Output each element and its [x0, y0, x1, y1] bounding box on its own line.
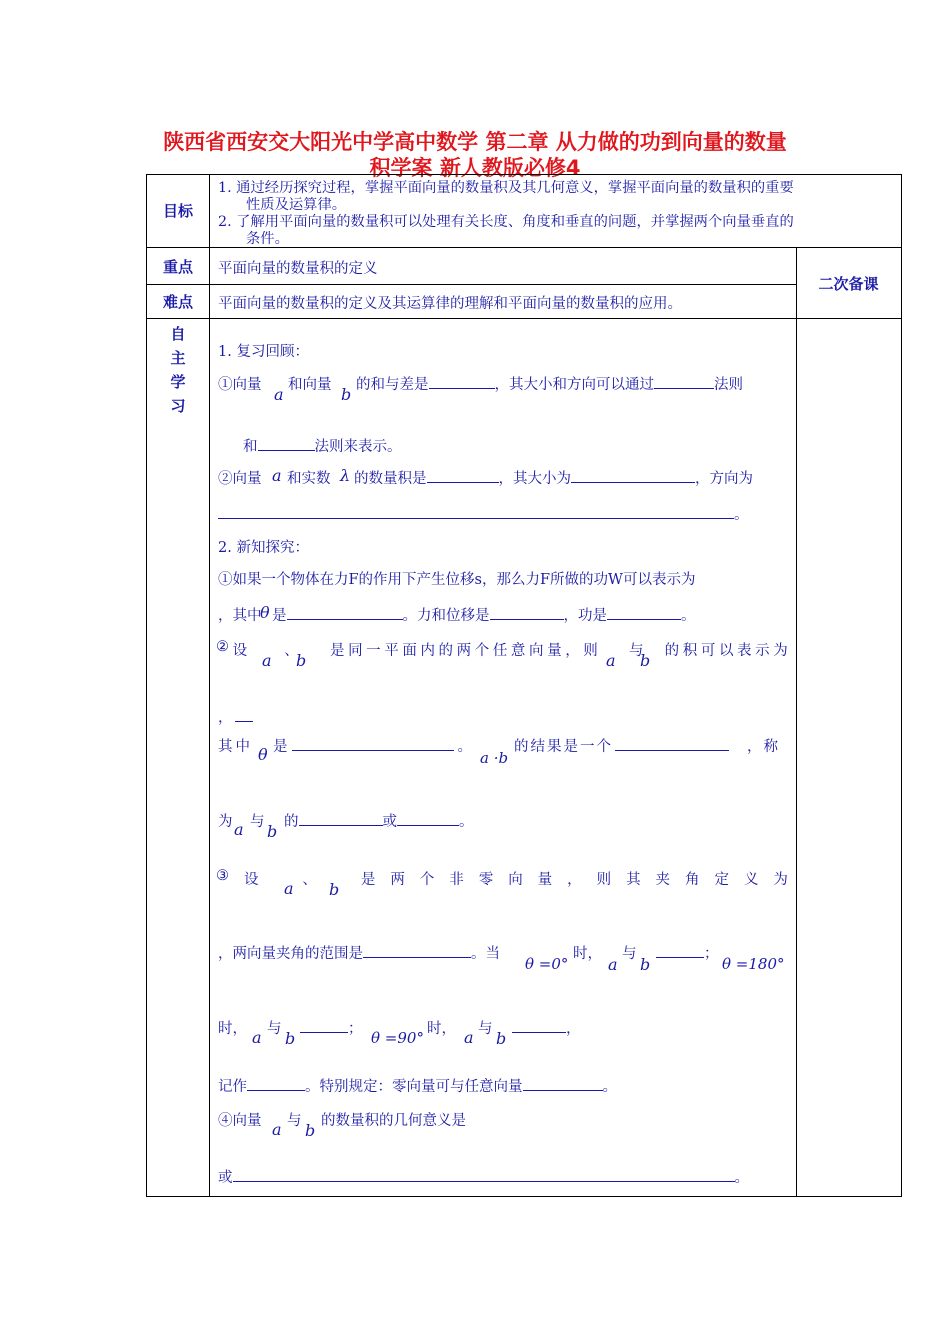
answer-blank[interactable] [292, 736, 454, 751]
new-item2-line4: 为 [218, 814, 233, 830]
review-line2-cont: 。 [218, 503, 749, 524]
review-line2-b: 和实数 [287, 471, 331, 487]
answer-blank[interactable] [300, 1018, 348, 1033]
vector-b-symbol: b [640, 955, 651, 974]
side-label: 二次备课 [818, 275, 879, 293]
new-item3-line2-e: ； [656, 942, 719, 963]
new-item1-cont: ，其中 [218, 608, 262, 624]
answer-blank[interactable] [429, 374, 495, 389]
new-item2-cont: ， [218, 706, 253, 727]
difficulty-text: 平面向量的数量积的定义及其运算律的理解和平面向量的数量积的应用。 [218, 296, 682, 312]
key-label: 重点 [162, 258, 193, 276]
vector-b-symbol: b [296, 651, 307, 670]
new-item4-c: 的数量积的几何意义是 [321, 1113, 466, 1129]
new-item2-line4-b: 与 [250, 814, 265, 830]
table-divider [209, 174, 210, 1196]
vector-b-symbol: b [640, 651, 651, 670]
doc-title-line1: 陕西省西安交大阳光中学高中数学 第二章 从力做的功到向量的数量 [163, 130, 787, 154]
answer-blank[interactable] [571, 468, 695, 483]
new-item3-line2-c: 时， [573, 946, 602, 962]
new-item4-line2: 或 。 [218, 1166, 749, 1187]
new-item3-line3-d: 时， [427, 1021, 456, 1037]
theta-180-expr: θ =180° [722, 955, 785, 973]
answer-blank[interactable] [299, 811, 383, 826]
answer-blank[interactable] [656, 943, 704, 958]
vector-a-symbol: a [272, 466, 282, 485]
new-item3-line3: 时， [218, 1021, 247, 1037]
new-item3-line3-f: ， [512, 1017, 581, 1038]
study-label-char: 学 [170, 373, 186, 391]
vector-a-symbol: a [274, 385, 284, 404]
answer-blank[interactable] [235, 707, 253, 722]
lambda-symbol: λ [340, 466, 351, 485]
new-item3-line3-b: 与 [267, 1021, 282, 1037]
answer-blank[interactable] [233, 1167, 735, 1182]
answer-blank[interactable] [363, 943, 471, 958]
vector-b-symbol: b [267, 822, 278, 841]
new-item3-line4: 记作 。特别规定：零向量可与任意向量 。 [218, 1075, 617, 1096]
goal-item2-cont: 条件。 [246, 231, 289, 247]
vector-a-symbol: a [252, 1028, 262, 1047]
answer-blank[interactable] [258, 436, 315, 451]
vector-a-symbol: a [234, 820, 244, 839]
study-label-char: 习 [170, 397, 186, 415]
new-item2: ② 设 、 是 同 一 平 面 内 的 两 个 任 意 向 量 ， 则 与 的 积 可 以 表 示 为 [216, 639, 788, 659]
new-item3-line3-e: 与 [478, 1021, 493, 1037]
answer-blank[interactable] [218, 504, 734, 519]
answer-blank[interactable] [397, 811, 459, 826]
review-title: 1. 复习回顾： [218, 344, 309, 360]
vector-a-symbol: a [464, 1028, 474, 1047]
answer-blank[interactable] [287, 605, 403, 620]
dot-product-symbol: a ·b [480, 749, 509, 767]
theta-90-expr: θ =90° [371, 1029, 424, 1047]
goal-item1: 1. 通过经历探究过程，掌握平面向量的数量积及其几何意义，掌握平面向量的数量积的重要 [218, 180, 794, 196]
vector-a-symbol: a [284, 879, 294, 898]
vector-b-symbol: b [305, 1121, 316, 1140]
answer-blank[interactable] [247, 1076, 305, 1091]
goal-item1-cont: 性质及运算律。 [246, 197, 347, 213]
new-item3: ③ 设 、 是 两 个 非 零 向 量 ， 则 其 夹 角 定 义 为 [216, 868, 788, 888]
vector-b-symbol: b [496, 1029, 507, 1048]
review-line2: ②向量 [218, 471, 262, 487]
new-item1-cont-b: 是 。力和位移是 ，功是 。 [272, 604, 696, 625]
new-item4: ④向量 [218, 1113, 262, 1129]
table-divider [796, 247, 797, 1196]
answer-blank[interactable] [654, 374, 714, 389]
table-divider [146, 318, 901, 319]
vector-a-symbol: a [262, 651, 272, 670]
theta-symbol: θ [260, 603, 270, 622]
new-title: 2. 新知探究： [218, 540, 309, 556]
review-line1-b: 和向量 [288, 377, 332, 393]
goal-item2: 2. 了解用平面向量的数量积可以处理有关长度、角度和垂直的问题，并掌握两个向量垂直的 [218, 214, 794, 230]
new-item2-line4-c: 的 或 。 [284, 810, 474, 831]
vector-b-symbol: b [285, 1029, 296, 1048]
review-line1: ①向量 [218, 377, 262, 393]
answer-blank[interactable] [607, 605, 681, 620]
answer-blank[interactable] [523, 1076, 603, 1091]
answer-blank[interactable] [490, 605, 564, 620]
new-item3-line2: ，两向量夹角的范围是 。当 [218, 942, 500, 963]
vector-b-symbol: b [329, 880, 340, 899]
doc-title-line2: 积学案 新人教版必修4 [369, 156, 581, 180]
new-item2-line3-b: 是 。 [273, 735, 472, 756]
table-divider [146, 284, 796, 285]
answer-blank[interactable] [615, 736, 729, 751]
new-item4-b: 与 [287, 1113, 302, 1129]
answer-blank[interactable] [512, 1018, 566, 1033]
vector-a-symbol: a [272, 1120, 282, 1139]
theta-zero-expr: θ =0° [525, 955, 569, 973]
review-line1-c: 的和与差是 ，其大小和方向可以通过 法则 [356, 373, 743, 394]
new-item3-line2-d: 与 [622, 946, 637, 962]
new-item3-line3-c: ； [300, 1017, 363, 1038]
study-label-char: 主 [170, 349, 186, 367]
vector-b-symbol: b [341, 385, 352, 404]
goal-label: 目标 [162, 202, 193, 220]
new-item1: ①如果一个物体在力F的作用下产生位移s，那么力F所做的功W可以表示为 [218, 572, 696, 588]
new-item2-line3-c: 的结果是一个 ，称 [514, 735, 780, 756]
study-label-char: 自 [170, 325, 186, 343]
theta-symbol: θ [258, 745, 268, 764]
new-item2-line3: 其中 [218, 739, 253, 755]
study-label [147, 322, 209, 418]
review-line1-cont: 和 法则来表示。 [243, 435, 402, 456]
difficulty-label: 难点 [162, 293, 193, 311]
key-text: 平面向量的数量积的定义 [218, 261, 378, 277]
answer-blank[interactable] [427, 468, 499, 483]
review-line2-c: 的数量积是 ，其大小为 ，方向为 [354, 467, 753, 488]
vector-a-symbol: a [606, 651, 616, 670]
vector-a-symbol: a [608, 955, 618, 974]
